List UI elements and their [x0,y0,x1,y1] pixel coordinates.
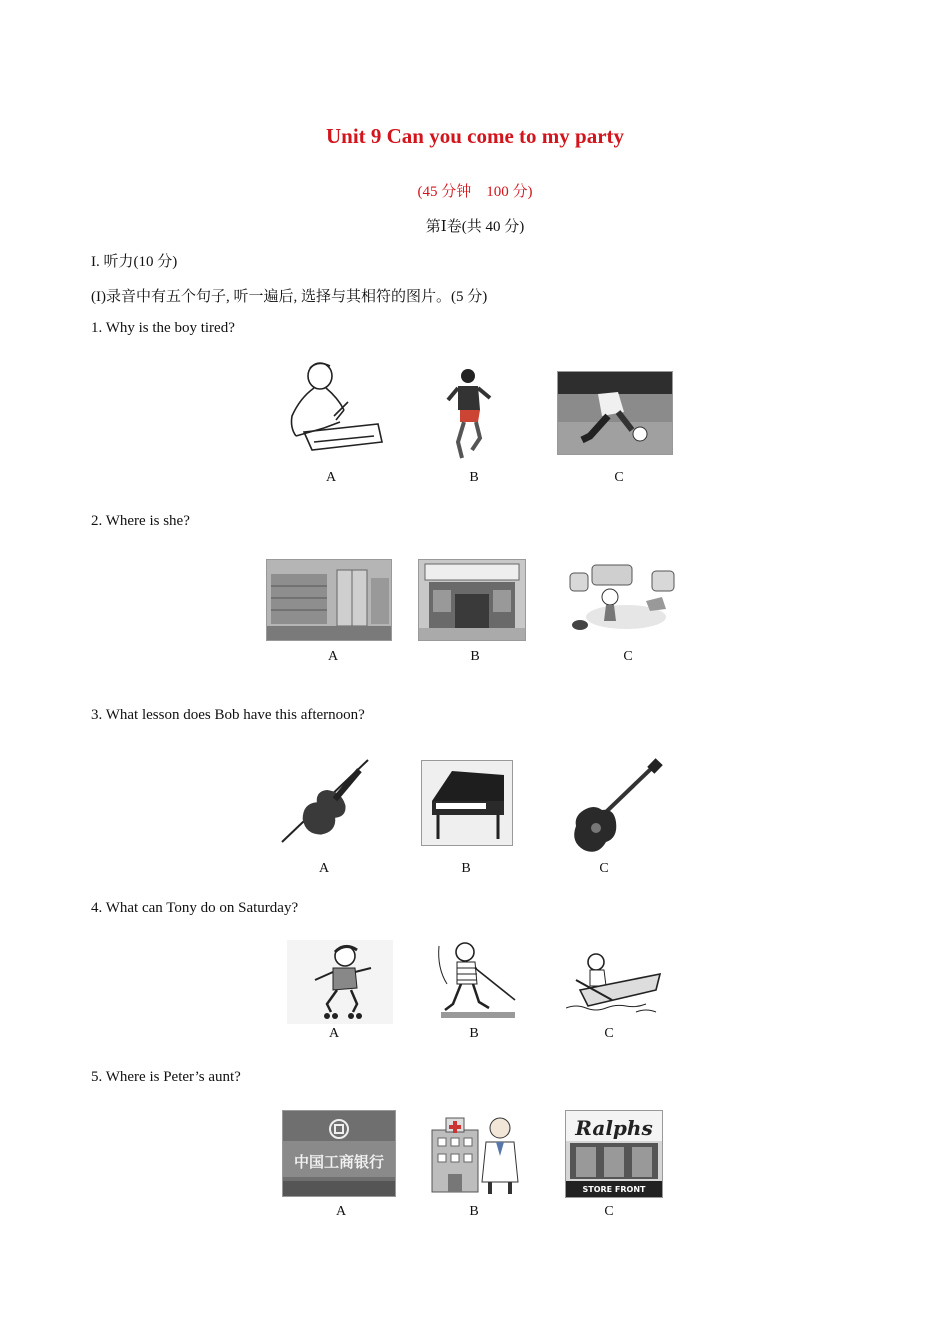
time-score-note: (45 分钟 100 分) [417,184,533,200]
volume-heading: 第Ⅰ卷(共 40 分) [425,219,525,235]
option-label-1a: A [325,470,337,485]
option-label-1c: C [614,470,624,485]
option-label-2c: C [623,649,633,664]
boating-icon [566,946,666,1022]
boy-running-icon [446,366,494,462]
question-5: 5. Where is Peter’s aunt? [91,1069,241,1085]
bank-building-photo [418,559,526,641]
option-label-4b: B [469,1026,479,1041]
question-1: 1. Why is the boy tired? [91,320,235,336]
option-label-5c: C [604,1204,614,1219]
boy-writing-icon [274,358,386,454]
option-label-1b: B [469,470,479,485]
option-label-4a: A [328,1026,340,1041]
store-caption-text: STORE FRONT [582,1185,646,1194]
option-label-5b: B [469,1204,479,1219]
store-name-text: Ralphs [575,1116,653,1140]
roller-skating-icon [287,940,393,1024]
option-label-4c: C [604,1026,614,1041]
option-label-3a: A [318,861,330,876]
option-label-3b: B [461,861,471,876]
boy-fishing-icon [435,938,519,1022]
guitar-icon [566,758,666,856]
section-heading: I. 听力(10 分) [91,254,178,270]
option-label-5a: A [335,1204,347,1219]
question-4: 4. What can Tony do on Saturday? [91,900,299,916]
option-label-2a: A [327,649,339,664]
store-front-photo [565,1110,663,1198]
question-2: 2. Where is she? [91,513,190,529]
living-room-girl-icon [566,561,688,639]
option-label-3c: C [599,861,609,876]
page-title: Unit 9 Can you come to my party [325,124,625,148]
violin-icon [276,754,374,850]
question-3: 3. What lesson does Bob have this afternoon? [91,707,365,723]
option-label-2b: B [470,649,480,664]
soccer-player-photo [557,371,673,455]
section-instruction: (I)录音中有五个句子, 听一遍后, 选择与其相符的图片。(5 分) [91,289,488,305]
bank-sign-text: 中国工商银行 [293,1153,385,1171]
hospital-doctor-icon [430,1110,526,1196]
bank-sign-photo [282,1110,396,1197]
library-photo [266,559,392,641]
piano-icon [421,760,513,846]
